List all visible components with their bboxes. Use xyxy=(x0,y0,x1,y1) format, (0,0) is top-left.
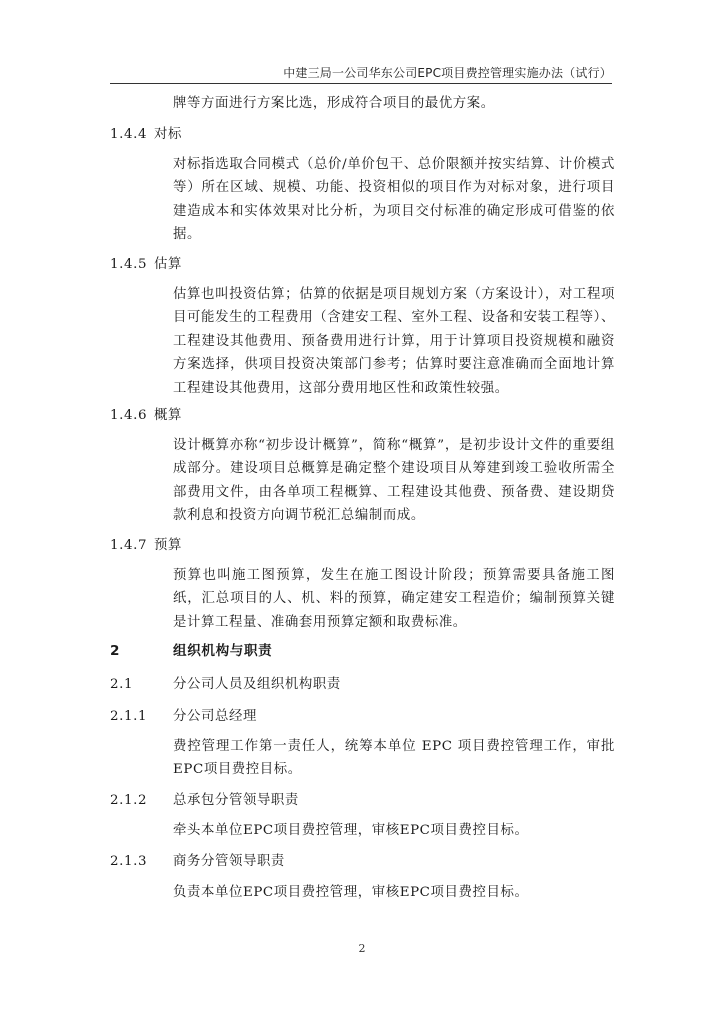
paragraph-epc-lead: 牵头本单位EPC项目费控管理，审核EPC项目费控目标。 xyxy=(173,823,529,838)
paragraph-business-lead: 负责本单位EPC项目费控管理，审核EPC项目费控目标。 xyxy=(173,885,529,900)
heading-2-1-1 xyxy=(110,705,257,728)
paragraph-benchmark: 对标指选取合同模式（总价/单价包干、总价限额并按实结算、计价模式等）所在区域、规模、功能、投资相似的项目作为对标对象，进行项目建造成本和实体效果对比分析，为项目交付标准的确定形成可借鉴的依据。 xyxy=(173,157,615,243)
heading-1-4-6 xyxy=(110,404,182,427)
heading-title: 预算 xyxy=(154,538,182,553)
heading-number: 1.4.7 xyxy=(110,538,148,553)
heading-title: 总承包分管领导职责 xyxy=(173,793,299,808)
paragraph-budget: 预算也叫施工图预算，发生在施工图设计阶段；预算需要具备施工图纸，汇总项目的人、机、料的预算，确定建安工程造价；编制预算关键是计算工程量、准确套用预算定额和取费标准。 xyxy=(173,568,615,630)
heading-2-1-2 xyxy=(110,789,299,812)
header-rule xyxy=(110,83,612,84)
heading-2-1-3 xyxy=(110,850,285,873)
heading-title: 对标 xyxy=(154,127,182,142)
heading-number: 2.1.3 xyxy=(110,854,148,869)
heading-1-4-7 xyxy=(110,534,182,557)
heading-title: 商务分管领导职责 xyxy=(173,854,285,869)
heading-number: 2 xyxy=(110,643,121,659)
heading-number: 1.4.6 xyxy=(110,408,148,423)
paragraph-rough-estimate: 设计概算亦称“初步设计概算”，简称“概算”，是初步设计文件的重要组成部分。建设项目总概算是确定整个建设项目从筹建到竣工验收所需全部费用文件，由各单项工程概算、工程建设其他费、预备费、建设期贷款利息和投资方向调节税汇总编制而成。 xyxy=(173,438,615,524)
heading-title: 概算 xyxy=(154,408,182,423)
heading-title: 分公司人员及组织机构职责 xyxy=(173,677,341,692)
heading-title: 估算 xyxy=(154,257,182,272)
heading-title: 分公司总经理 xyxy=(173,709,257,724)
heading-title: 组织机构与职责 xyxy=(173,643,273,659)
paragraph-estimate: 估算也叫投资估算；估算的依据是项目规划方案（方案设计），对工程项目可能发生的工程费用（含建安工程、室外工程、设备和安装工程等）、工程建设其他费用、预备费用进行计算，用于计算项目投资规模和融资方案选择，供项目投资决策部门参考；估算时要注意准确而全面地计算工程建设其他费用，这部分费用地区性和政策性较强。 xyxy=(173,287,615,396)
heading-number: 1.4.5 xyxy=(110,257,148,272)
heading-number: 2.1 xyxy=(110,677,134,692)
page-number: 2 xyxy=(358,942,366,955)
heading-1-4-4 xyxy=(110,123,182,146)
header-title: 中建三局一公司华东公司EPC项目费控管理实施办法（试行） xyxy=(283,66,612,80)
paragraph-continued: 牌等方面进行方案比选，形成符合项目的最优方案。 xyxy=(173,96,495,111)
heading-2-1 xyxy=(110,673,341,696)
heading-number: 2.1.1 xyxy=(110,709,148,724)
heading-1-4-5 xyxy=(110,253,182,276)
heading-number: 1.4.4 xyxy=(110,127,148,142)
heading-2 xyxy=(110,640,273,663)
heading-number: 2.1.2 xyxy=(110,793,148,808)
paragraph-general-manager: 费控管理工作第一责任人，统筹本单位 EPC 项目费控管理工作，审批EPC项目费控目标。 xyxy=(173,739,615,778)
